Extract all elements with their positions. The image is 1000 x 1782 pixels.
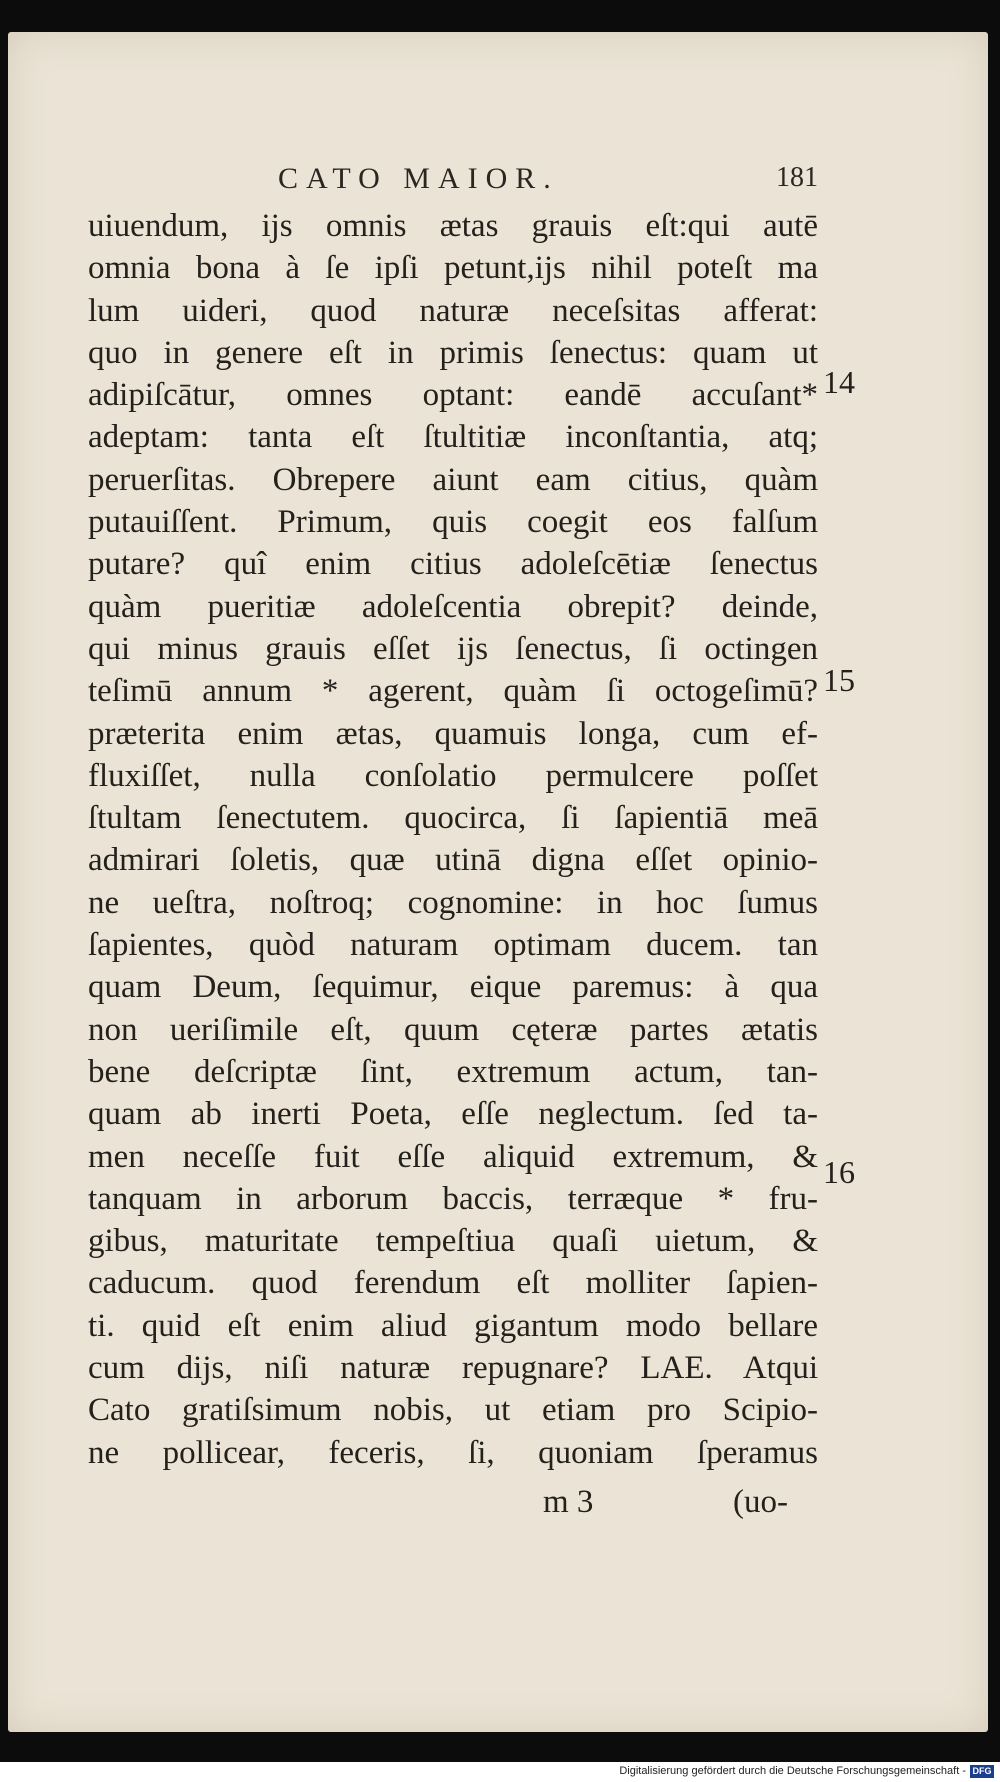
running-head	[88, 162, 818, 202]
running-head-title: CATO MAIOR.	[278, 162, 559, 195]
text-line: ſtultam ſenectutem. quocirca, ſi ſapientiā meā	[88, 800, 818, 837]
text-line: adeptam: tanta eſt ſtultitiæ inconſtantia, atq;	[88, 419, 818, 456]
text-line: quam Deum, ſequimur, eique paremus: à qua	[88, 969, 818, 1006]
book-page	[8, 32, 988, 1732]
dfg-logo: DFG	[970, 1765, 994, 1778]
text-line: gibus, maturitate tempeſtiua quaſi uietum, &	[88, 1223, 818, 1260]
page-number: 181	[776, 162, 818, 193]
body-text	[88, 205, 828, 1474]
margin-note-14: 14	[823, 364, 855, 400]
funding-credit: Digitalisierung gefördert durch die Deutsche Forschungsgemeinschaft -	[619, 1765, 966, 1777]
text-line: omnia bona à ſe ipſi petunt,ijs nihil poteſt ma	[88, 250, 818, 287]
text-line: quo in genere eſt in primis ſenectus: quam ut	[88, 334, 818, 371]
text-line: putare? quî enim citius adoleſcētiæ ſenectus	[88, 546, 818, 583]
text-line: ne pollicear, feceris, ſi, quoniam ſperamus	[88, 1434, 818, 1471]
signature-mark: m 3	[543, 1484, 594, 1520]
text-line: quàm pueritiæ adoleſcentia obrepit? deinde,	[88, 588, 818, 625]
text-line: Cato gratiſsimum nobis, ut etiam pro Scipio-	[88, 1392, 818, 1429]
text-line: putauiſſent. Primum, quis coegit eos falſum	[88, 504, 818, 541]
text-line: adipiſcātur, omnes optant: eandē accuſant*	[88, 377, 818, 414]
text-line: præterita enim ætas, quamuis longa, cum ef-	[88, 715, 818, 752]
text-line: ſapientes, quòd naturam optimam ducem. tan	[88, 927, 818, 964]
text-line: men neceſſe fuit eſſe aliquid extremum, &	[88, 1138, 818, 1175]
text-line: caducum. quod ferendum eſt molliter ſapien-	[88, 1265, 818, 1302]
text-line: tanquam in arborum baccis, terræque * fru-	[88, 1180, 818, 1217]
text-line: ti. quid eſt enim aliud gigantum modo bellare	[88, 1307, 818, 1344]
text-line: fluxiſſet, nulla conſolatio permulcere poſſet	[88, 757, 818, 794]
text-line: qui minus grauis eſſet ijs ſenectus, ſi octingen	[88, 630, 818, 667]
margin-note-16: 16	[823, 1154, 855, 1190]
text-line: cum dijs, niſi naturæ repugnare? LAE. Atqui	[88, 1350, 818, 1387]
footer-strip	[0, 1762, 1000, 1782]
text-line: uiuendum, ijs omnis ætas grauis eſt:qui autē	[88, 208, 818, 244]
text-line: lum uideri, quod naturæ neceſsitas afferat:	[88, 292, 818, 329]
margin-note-15: 15	[823, 662, 855, 698]
text-line: ne ueſtra, noſtroq; cognomine: in hoc ſumus	[88, 884, 818, 921]
catchword: (uo-	[733, 1484, 788, 1520]
text-line: quam ab inerti Poeta, eſſe neglectum. ſed ta-	[88, 1096, 818, 1133]
text-line: admirari ſoletis, quæ utinā digna eſſet opinio-	[88, 842, 818, 879]
text-line: teſimū annum * agerent, quàm ſi octogeſimū?	[88, 673, 818, 710]
text-line: bene deſcriptæ ſint, extremum actum, tan-	[88, 1053, 818, 1090]
text-line: non ueriſimile eſt, quum cęteræ partes ætatis	[88, 1011, 818, 1048]
text-line: peruerſitas. Obrepere aiunt eam citius, quàm	[88, 461, 818, 498]
